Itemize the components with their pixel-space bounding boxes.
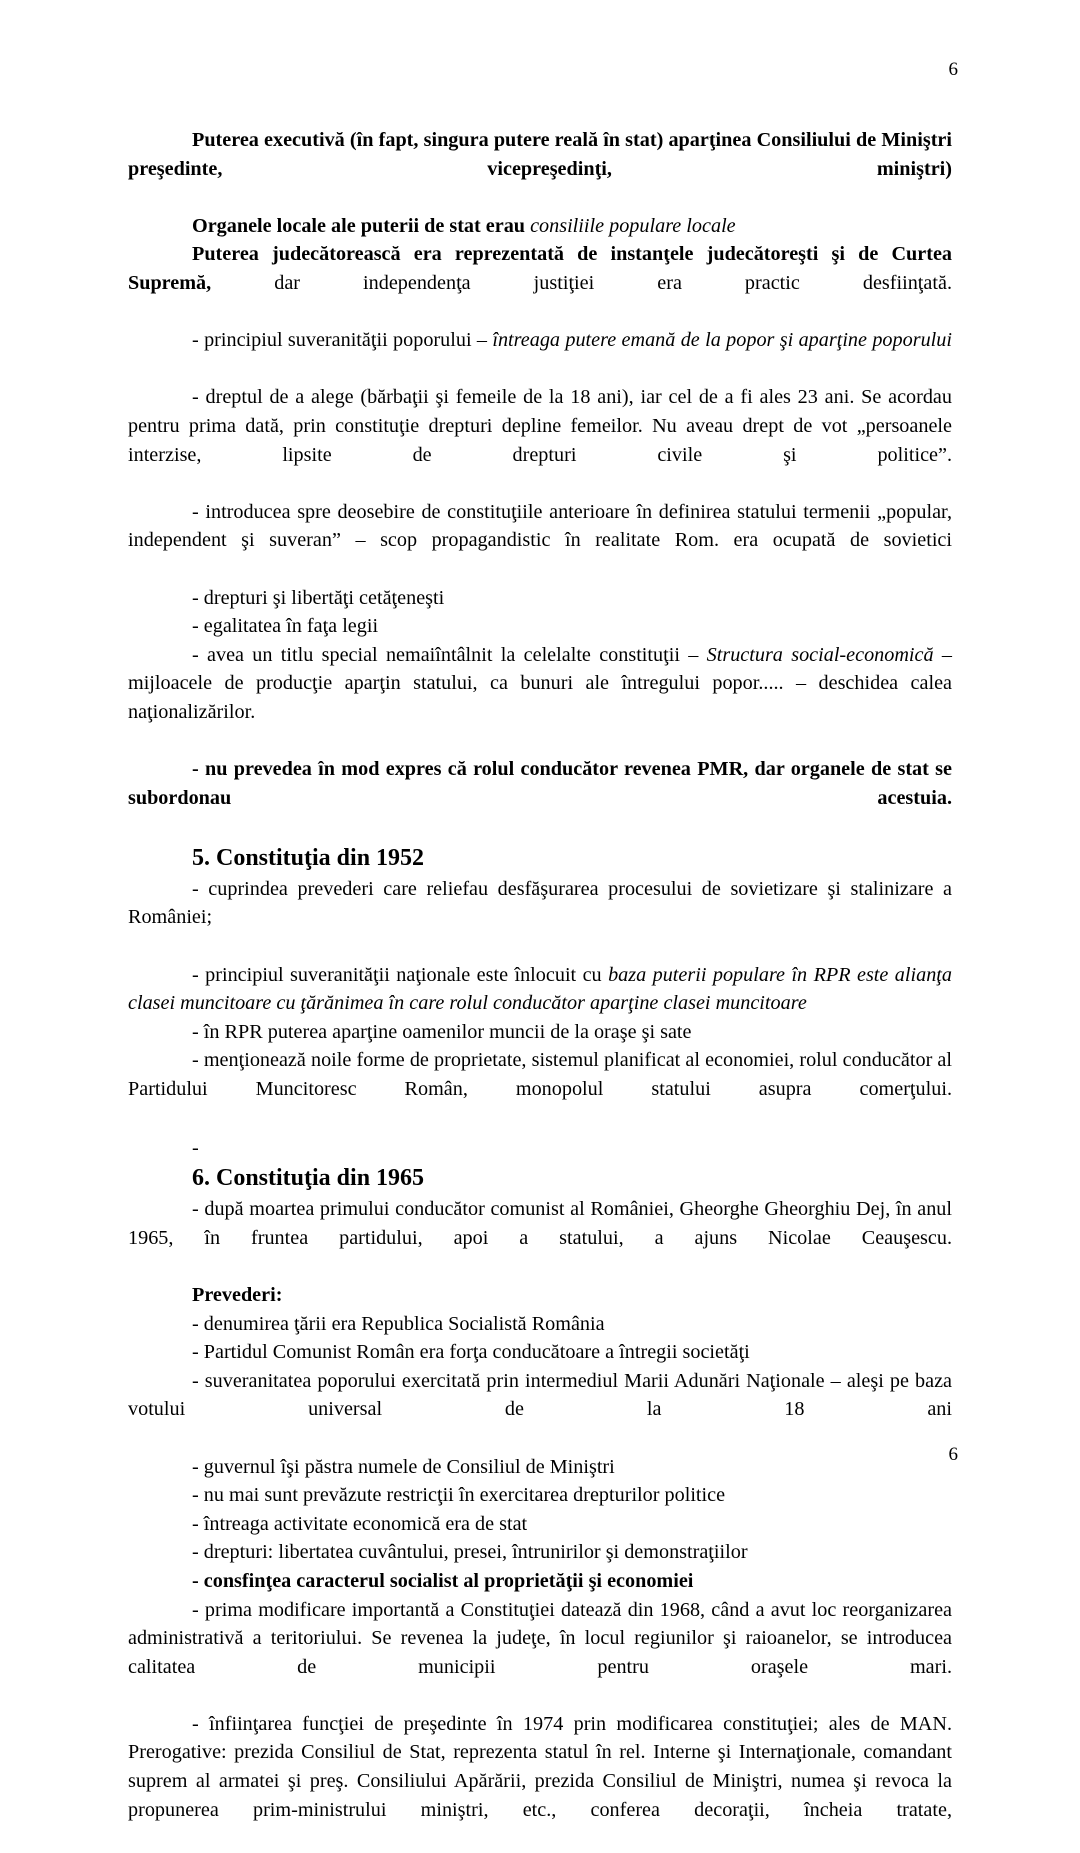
paragraph-introducea-termeni: - introducea spre deosebire de constituţiile anterioare în definirea statului termenii „popular, independent şi suveran” – scop propagandistic în realitate Rom. era ocupată de sovietici [128, 500, 952, 552]
consfintea-socialist-bold: - consfinţea caracterul socialist al proprietăţii şi economiei [192, 1569, 694, 1592]
paragraph-organele-locale [128, 212, 952, 241]
organele-locale-bold: Organele locale ale puterii de stat erau [192, 214, 531, 237]
stray-dash-line: - [192, 1137, 199, 1160]
paragraph-rpr-putere: - în RPR puterea aparţine oamenilor muncii de la oraşe şi sate [192, 1020, 692, 1043]
titlu-special-italic: Structura social-economică [706, 643, 934, 666]
paragraph-puterea-judecatoreasca [128, 240, 952, 326]
puterea-judecatoreasca-bold: Puterea judecătorească era reprezentată de instanţele judecătoreşti şi de Curtea Supremă, [128, 243, 952, 294]
paragraph-puterea-executiva-bold: Puterea executivă (în fapt, singura putere reală în stat) aparţinea Consiliului de Miniştri preşedinte, vicepreşedinţi, miniştri) [128, 129, 952, 180]
list-item-restrictii-politice: - nu mai sunt prevăzute restricţii în exercitarea drepturilor politice [192, 1484, 726, 1507]
pmr-rol-conducator-bold: - nu prevedea în mod expres că rolul conducător revenea PMR, dar organele de stat se subordonau acestuia. [128, 758, 952, 809]
paragraph-titlu-special [128, 641, 952, 755]
document-body [128, 126, 952, 1853]
heading-constitutia-1965: 6. Constituţia din 1965 [192, 1165, 425, 1192]
paragraph-egalitatea-legii: - egalitatea în faţa legii [192, 615, 379, 638]
suveranitatea-poporului-italic: întreaga putere emană de la popor şi aparţine poporului [492, 329, 952, 352]
label-prevederi [128, 1281, 952, 1310]
page-number-header: 6 [948, 59, 958, 80]
paragraph-puterea-executiva [128, 126, 952, 212]
paragraph-mentioneaza-forme: - menţionează noile forme de proprietate, sistemul planificat al economiei, rolul conducător al Partidului Muncitoresc Român, monopolul statului asupra comerţului. [128, 1049, 952, 1100]
titlu-special-tail: – mijloacele de producţie aparţin statului, ca bunuri ale întregului popor..... – deschidea calea naţionalizărilor. [128, 643, 952, 723]
paragraph-suveranitate-nationala [128, 961, 952, 1018]
paragraph-suveranitatea-poporului [128, 326, 952, 383]
suveranitate-nationala-lead: - principiul suveranităţii naţionale este înlocuit cu [192, 963, 609, 986]
list-item-consfintea-socialist [128, 1567, 952, 1596]
list-item-guvernul-consiliul: - guvernul îşi păstra numele de Consiliul de Miniştri [192, 1455, 615, 1478]
suveranitate-nationala-italic: baza puterii populare în RPR este alianţa clasei muncitoare cu ţărănimea în care rolul conducător aparţine clasei muncitoare [128, 963, 952, 1015]
paragraph-cuprindea-prevederi: - cuprindea prevederi care reliefau desfăşurarea procesului de sovietizare şi stalinizare a României; [128, 877, 952, 929]
heading-constitutia-1952: 5. Constituţia din 1952 [192, 844, 425, 871]
list-item-partidul-comunist: - Partidul Comunist Român era forţa conducătoare a întregii societăţi [192, 1341, 750, 1364]
suveranitatea-poporului-lead: - principiul suveranităţii poporului – [192, 329, 493, 352]
page-number-footer: 6 [948, 1444, 958, 1465]
paragraph-dupa-moartea: - după moartea primului conducător comunist al României, Gheorghe Gheorghiu Dej, în anul 1965, în fruntea partidului, apoi a statului, a ajuns Nicolae Ceauşescu. [128, 1198, 952, 1249]
titlu-special-lead: - avea un titlu special nemaiîntâlnit la celelalte constituţii – [192, 643, 707, 666]
paragraph-infiintarea-presedinte: - înfiinţarea funcţiei de preşedinte în 1974 prin modificarea constituţiei; ales de MAN. Prerogative: prezida Consiliul de Stat, reprezenta statul în rel. Interne şi Internaţionale, comandant suprem al armatei şi preş. Consiliului Apărării, prezida Consiliul de Miniştri, numea şi revoca la propunerea prim-ministrului miniştri, etc., conferea decoraţii, încheia tratate, [128, 1712, 952, 1821]
puterea-judecatoreasca-rest: dar independenţa justiţiei era practic desfiinţată. [211, 271, 952, 294]
organele-locale-italic: consiliile populare locale [530, 214, 736, 237]
paragraph-prima-modificare: - prima modificare importantă a Constituţiei datează din 1968, când a avut loc reorganizarea administrativă a teritoriului. Se revenea la judeţe, în locul regiunilor şi raioanelor, se introducea calitatea de municipii pentru oraşele mari. [128, 1598, 952, 1678]
list-item-denumirea-tarii: - denumirea ţării era Republica Socialistă România [192, 1312, 605, 1335]
paragraph-suveranitatea-man: - suveranitatea poporului exercitată prin intermediul Marii Adunări Naţionale – aleşi pe baza votului universal de la 18 ani [128, 1369, 952, 1421]
list-item-activitate-economica: - întreaga activitate economică era de stat [192, 1512, 528, 1535]
paragraph-drept-de-vot: - dreptul de a alege (bărbaţii şi femeile de la 18 ani), iar cel de a fi ales 23 ani. Se acordau pentru prima dată, prin constituţie drepturi depline femeilor. Nu aveau drept de vot „persoanele interzise, lipsite de drepturi civile şi politice”. [128, 386, 952, 466]
prevederi-bold: Prevederi: [192, 1283, 283, 1306]
paragraph-drepturi-libertati: - drepturi şi libertăţi cetăţeneşti [192, 586, 445, 609]
list-item-drepturi-libertati-cuvant: - drepturi: libertatea cuvântului, presei, întrunirilor şi demonstraţiilor [192, 1541, 748, 1564]
paragraph-pmr-rol-conducator [128, 755, 952, 841]
